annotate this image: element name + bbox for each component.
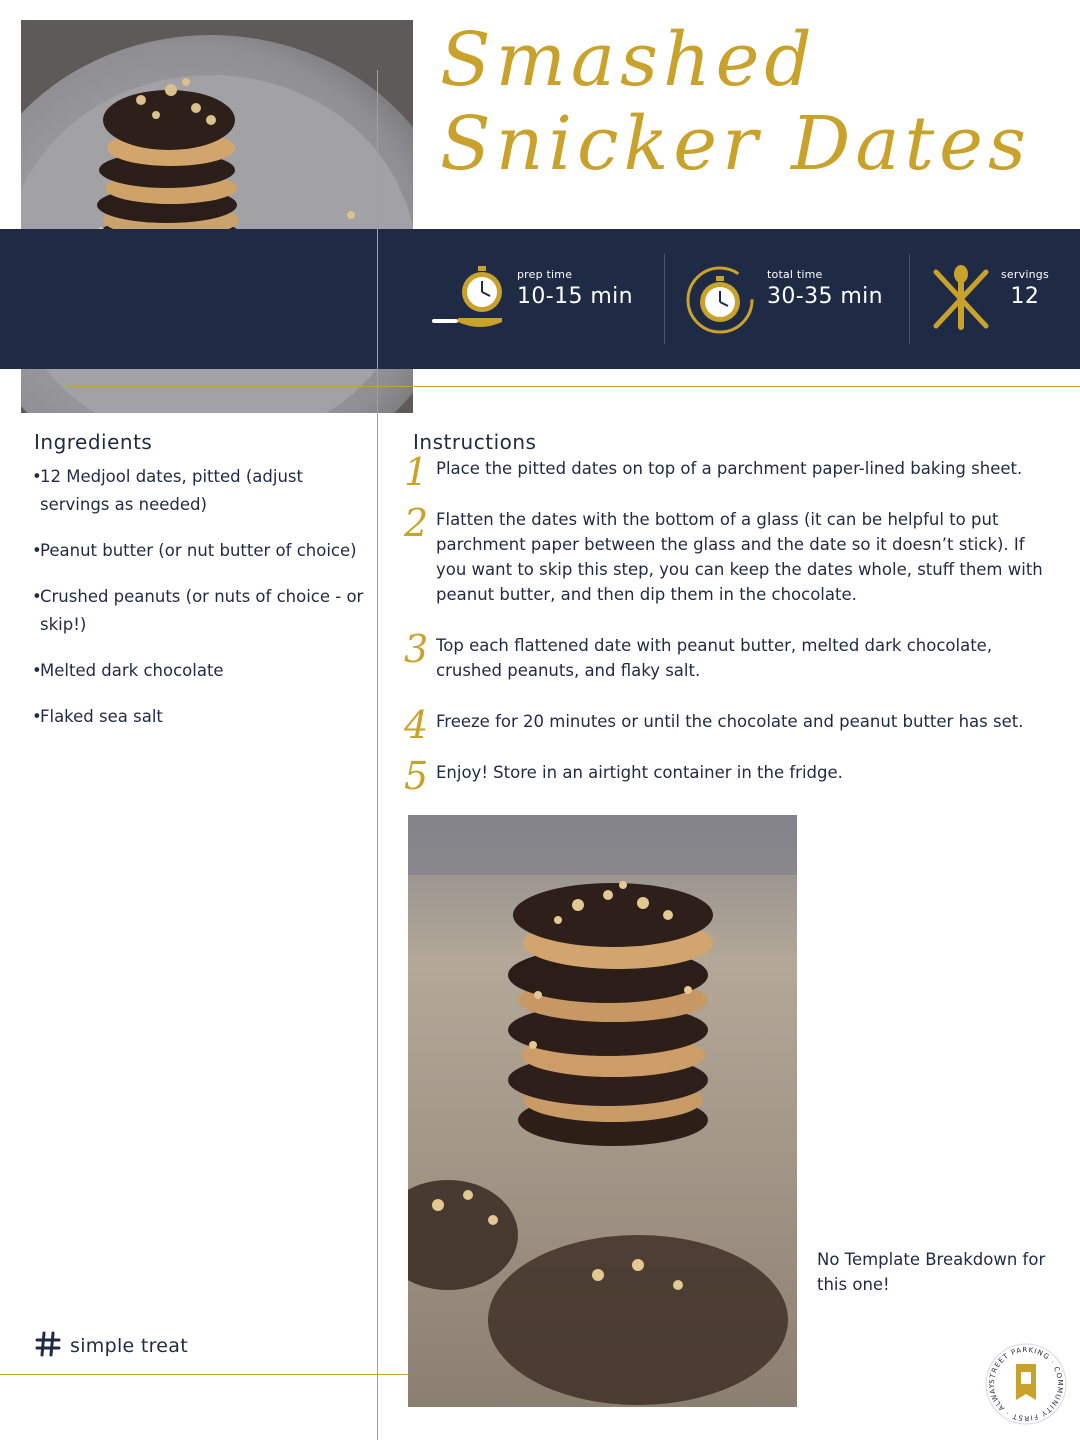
- hashtag-icon: [34, 1330, 62, 1362]
- instruction-step: [404, 754, 1054, 798]
- instruction-step: [404, 501, 1054, 607]
- step-text: Freeze for 20 minutes or until the chocolate and peanut butter has set.: [436, 712, 1024, 731]
- step-number: 2: [404, 501, 429, 545]
- ingredient-text: Flaked sea salt: [40, 707, 163, 726]
- step-text: Flatten the dates with the bottom of a glass (it can be helpful to put parchment paper between the glass and the date so it doesn’t stick). If you want to skip this step, you can keep the dates whole, stuff them with peanut butter, and then dip them in the chocolate.: [436, 510, 1043, 604]
- stack-photo: [408, 815, 797, 1407]
- recipe-title-line2: Snicker Dates: [440, 101, 1031, 187]
- ingredient-item: • 12 Medjool dates, pitted (adjust servings as needed): [32, 467, 303, 514]
- stat-total: [767, 268, 883, 309]
- ingredient-text: Melted dark chocolate: [40, 661, 224, 680]
- ingredient-item: • Crushed peanuts (or nuts of choice - or skip!): [32, 587, 364, 634]
- ingredient-text: Peanut butter (or nut butter of choice): [40, 541, 357, 560]
- instruction-step: [404, 703, 1054, 747]
- stat-servings-value: 12: [1010, 284, 1040, 309]
- ingredient-item: • Peanut butter (or nut butter of choice): [32, 541, 357, 560]
- stat-servings: [1001, 268, 1049, 309]
- guide-line-horizontal-top: [70, 386, 1080, 387]
- step-text: Top each flattened date with peanut butter, melted dark chocolate, crushed peanuts, and flaky salt.: [436, 636, 993, 680]
- street-parking-seal-icon: [984, 1342, 1068, 1426]
- step-number: 3: [404, 627, 429, 671]
- ingredients-heading: Ingredients: [34, 430, 153, 454]
- step-number: 4: [404, 703, 429, 747]
- stat-prep-label: prep time: [517, 268, 573, 281]
- template-note: No Template Breakdown for this one!: [817, 1250, 1046, 1294]
- stats-divider: [909, 254, 910, 344]
- ingredient-item: • Flaked sea salt: [32, 707, 163, 726]
- guide-line-vertical: [377, 70, 378, 1440]
- brand-label: simple treat: [70, 1335, 188, 1357]
- stat-prep: [517, 268, 633, 309]
- recipe-title-line1: Smashed: [440, 17, 817, 103]
- seal-text: STREET PARKING · COMMUNITY FIRST · ALWAY: [987, 1345, 1065, 1423]
- step-text: Enjoy! Store in an airtight container in the fridge.: [436, 763, 843, 782]
- stat-total-label: total time: [767, 268, 823, 281]
- ingredient-text: 12 Medjool dates, pitted (adjust servings as needed): [40, 467, 303, 514]
- stack-photo-illustration: [408, 815, 797, 1407]
- instructions-heading: Instructions: [413, 430, 537, 454]
- step-number: 5: [404, 754, 429, 798]
- ingredient-item: • Melted dark chocolate: [32, 661, 224, 680]
- recipe-title: [440, 18, 1060, 186]
- step-text: Place the pitted dates on top of a parchment paper-lined baking sheet.: [436, 459, 1023, 478]
- ingredient-text: Crushed peanuts (or nuts of choice - or skip!): [40, 587, 364, 634]
- brand-tag: [34, 1330, 188, 1362]
- stat-servings-label: servings: [1001, 268, 1049, 281]
- stat-total-value: 30-35 min: [767, 284, 884, 309]
- stat-prep-value: 10-15 min: [517, 284, 634, 309]
- fork-knife-spoon-icon: [928, 264, 994, 338]
- stopwatch-circle-icon: [684, 264, 756, 340]
- ingredients-list: [32, 463, 377, 749]
- stats-divider: [664, 254, 665, 344]
- instructions-list: [404, 450, 1054, 811]
- step-number: 1: [404, 450, 429, 494]
- instruction-step: [404, 627, 1054, 683]
- stopwatch-pan-icon: [430, 262, 506, 338]
- instruction-step: [404, 450, 1054, 494]
